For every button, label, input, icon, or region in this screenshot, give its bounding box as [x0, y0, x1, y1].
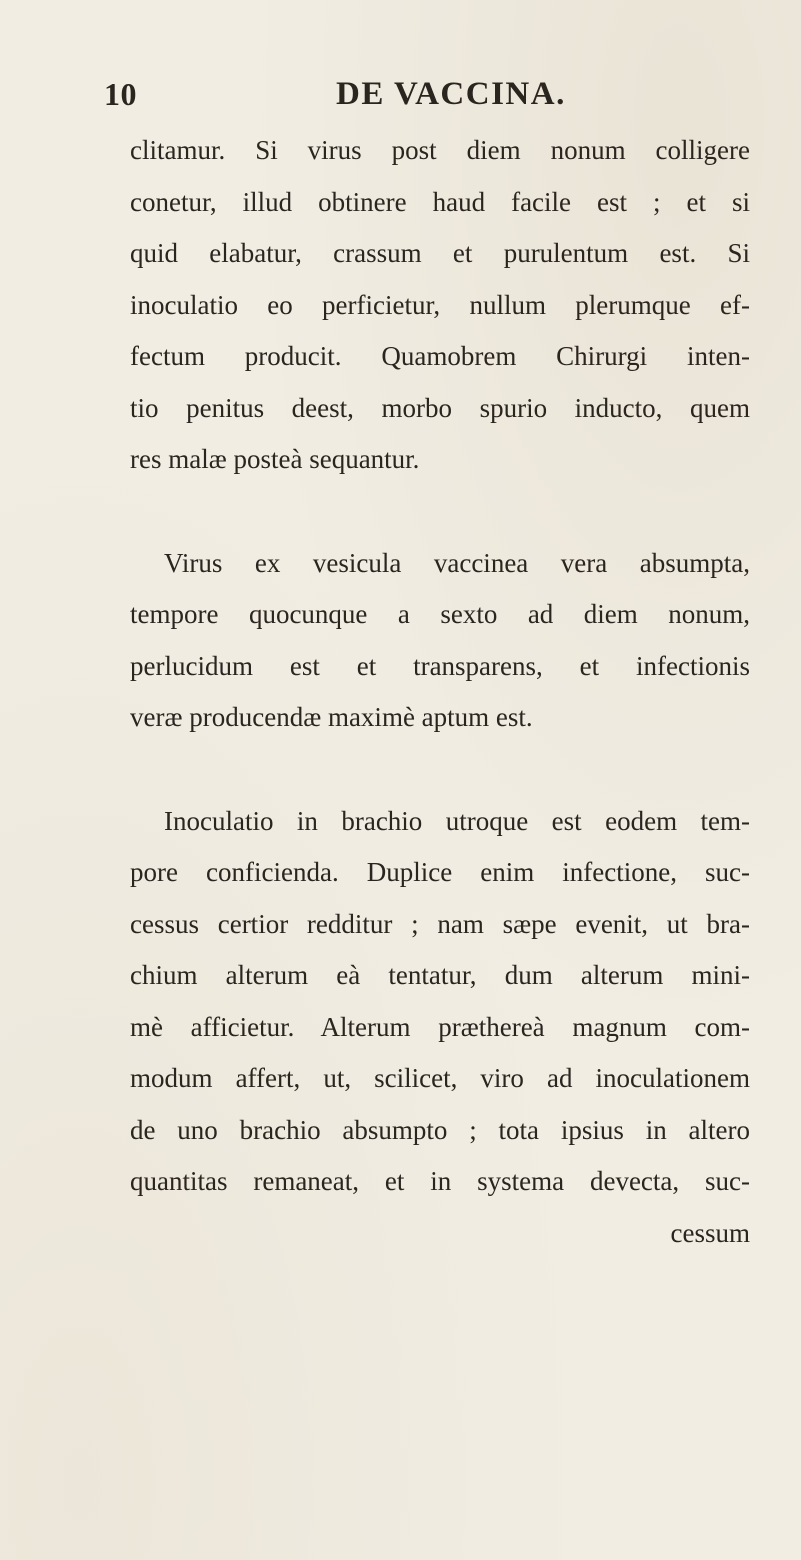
text-line: Virus ex vesicula vaccinea vera absumpta, — [164, 547, 750, 578]
page-number: 10 — [104, 76, 137, 112]
text-line: quid elabatur, crassum et purulentum est. Si — [130, 238, 750, 268]
paragraph-gap — [130, 486, 750, 538]
paragraph-1 — [130, 125, 750, 486]
text-line: modum affert, ut, scilicet, viro ad inoculationem — [130, 1063, 750, 1093]
text-line: quantitas remaneat, et in systema devecta, suc- — [130, 1166, 750, 1196]
paragraph-3 — [130, 796, 750, 1208]
text-line: conetur, illud obtinere haud facile est ; et si — [130, 186, 750, 217]
running-title: DE VACCINA. — [336, 76, 566, 112]
catchword: cessum — [670, 1217, 750, 1248]
running-head — [104, 76, 744, 120]
paragraph-2 — [130, 538, 750, 744]
text-line: chium alterum eà tentatur, dum alterum mini- — [130, 960, 750, 990]
text-line: res malæ posteà sequantur. — [130, 444, 420, 474]
body-text — [130, 125, 750, 1259]
text-line: Inoculatio in brachio utroque est eodem tem- — [164, 805, 750, 836]
text-line: pore conficienda. Duplice enim infectione, suc- — [130, 857, 750, 887]
text-line: perlucidum est et transparens, et infectionis — [130, 650, 750, 681]
text-line: tempore quocunque a sexto ad diem nonum, — [130, 599, 750, 629]
text-line: clitamur. Si virus post diem nonum colligere — [130, 135, 750, 165]
text-line: mè afficietur. Alterum præthereà magnum com- — [130, 1011, 750, 1042]
text-line: inoculatio eo perficietur, nullum plerumque ef- — [130, 289, 750, 320]
text-line: de uno brachio absumpto ; tota ipsius in altero — [130, 1114, 750, 1145]
text-line: tio penitus deest, morbo spurio inducto, quem — [130, 392, 750, 423]
text-line: fectum producit. Quamobrem Chirurgi inten- — [130, 341, 750, 371]
text-line: cessus certior redditur ; nam sæpe evenit, ut bra- — [130, 908, 750, 939]
text-line: veræ producendæ maximè aptum est. — [130, 702, 533, 732]
paragraph-gap — [130, 744, 750, 796]
